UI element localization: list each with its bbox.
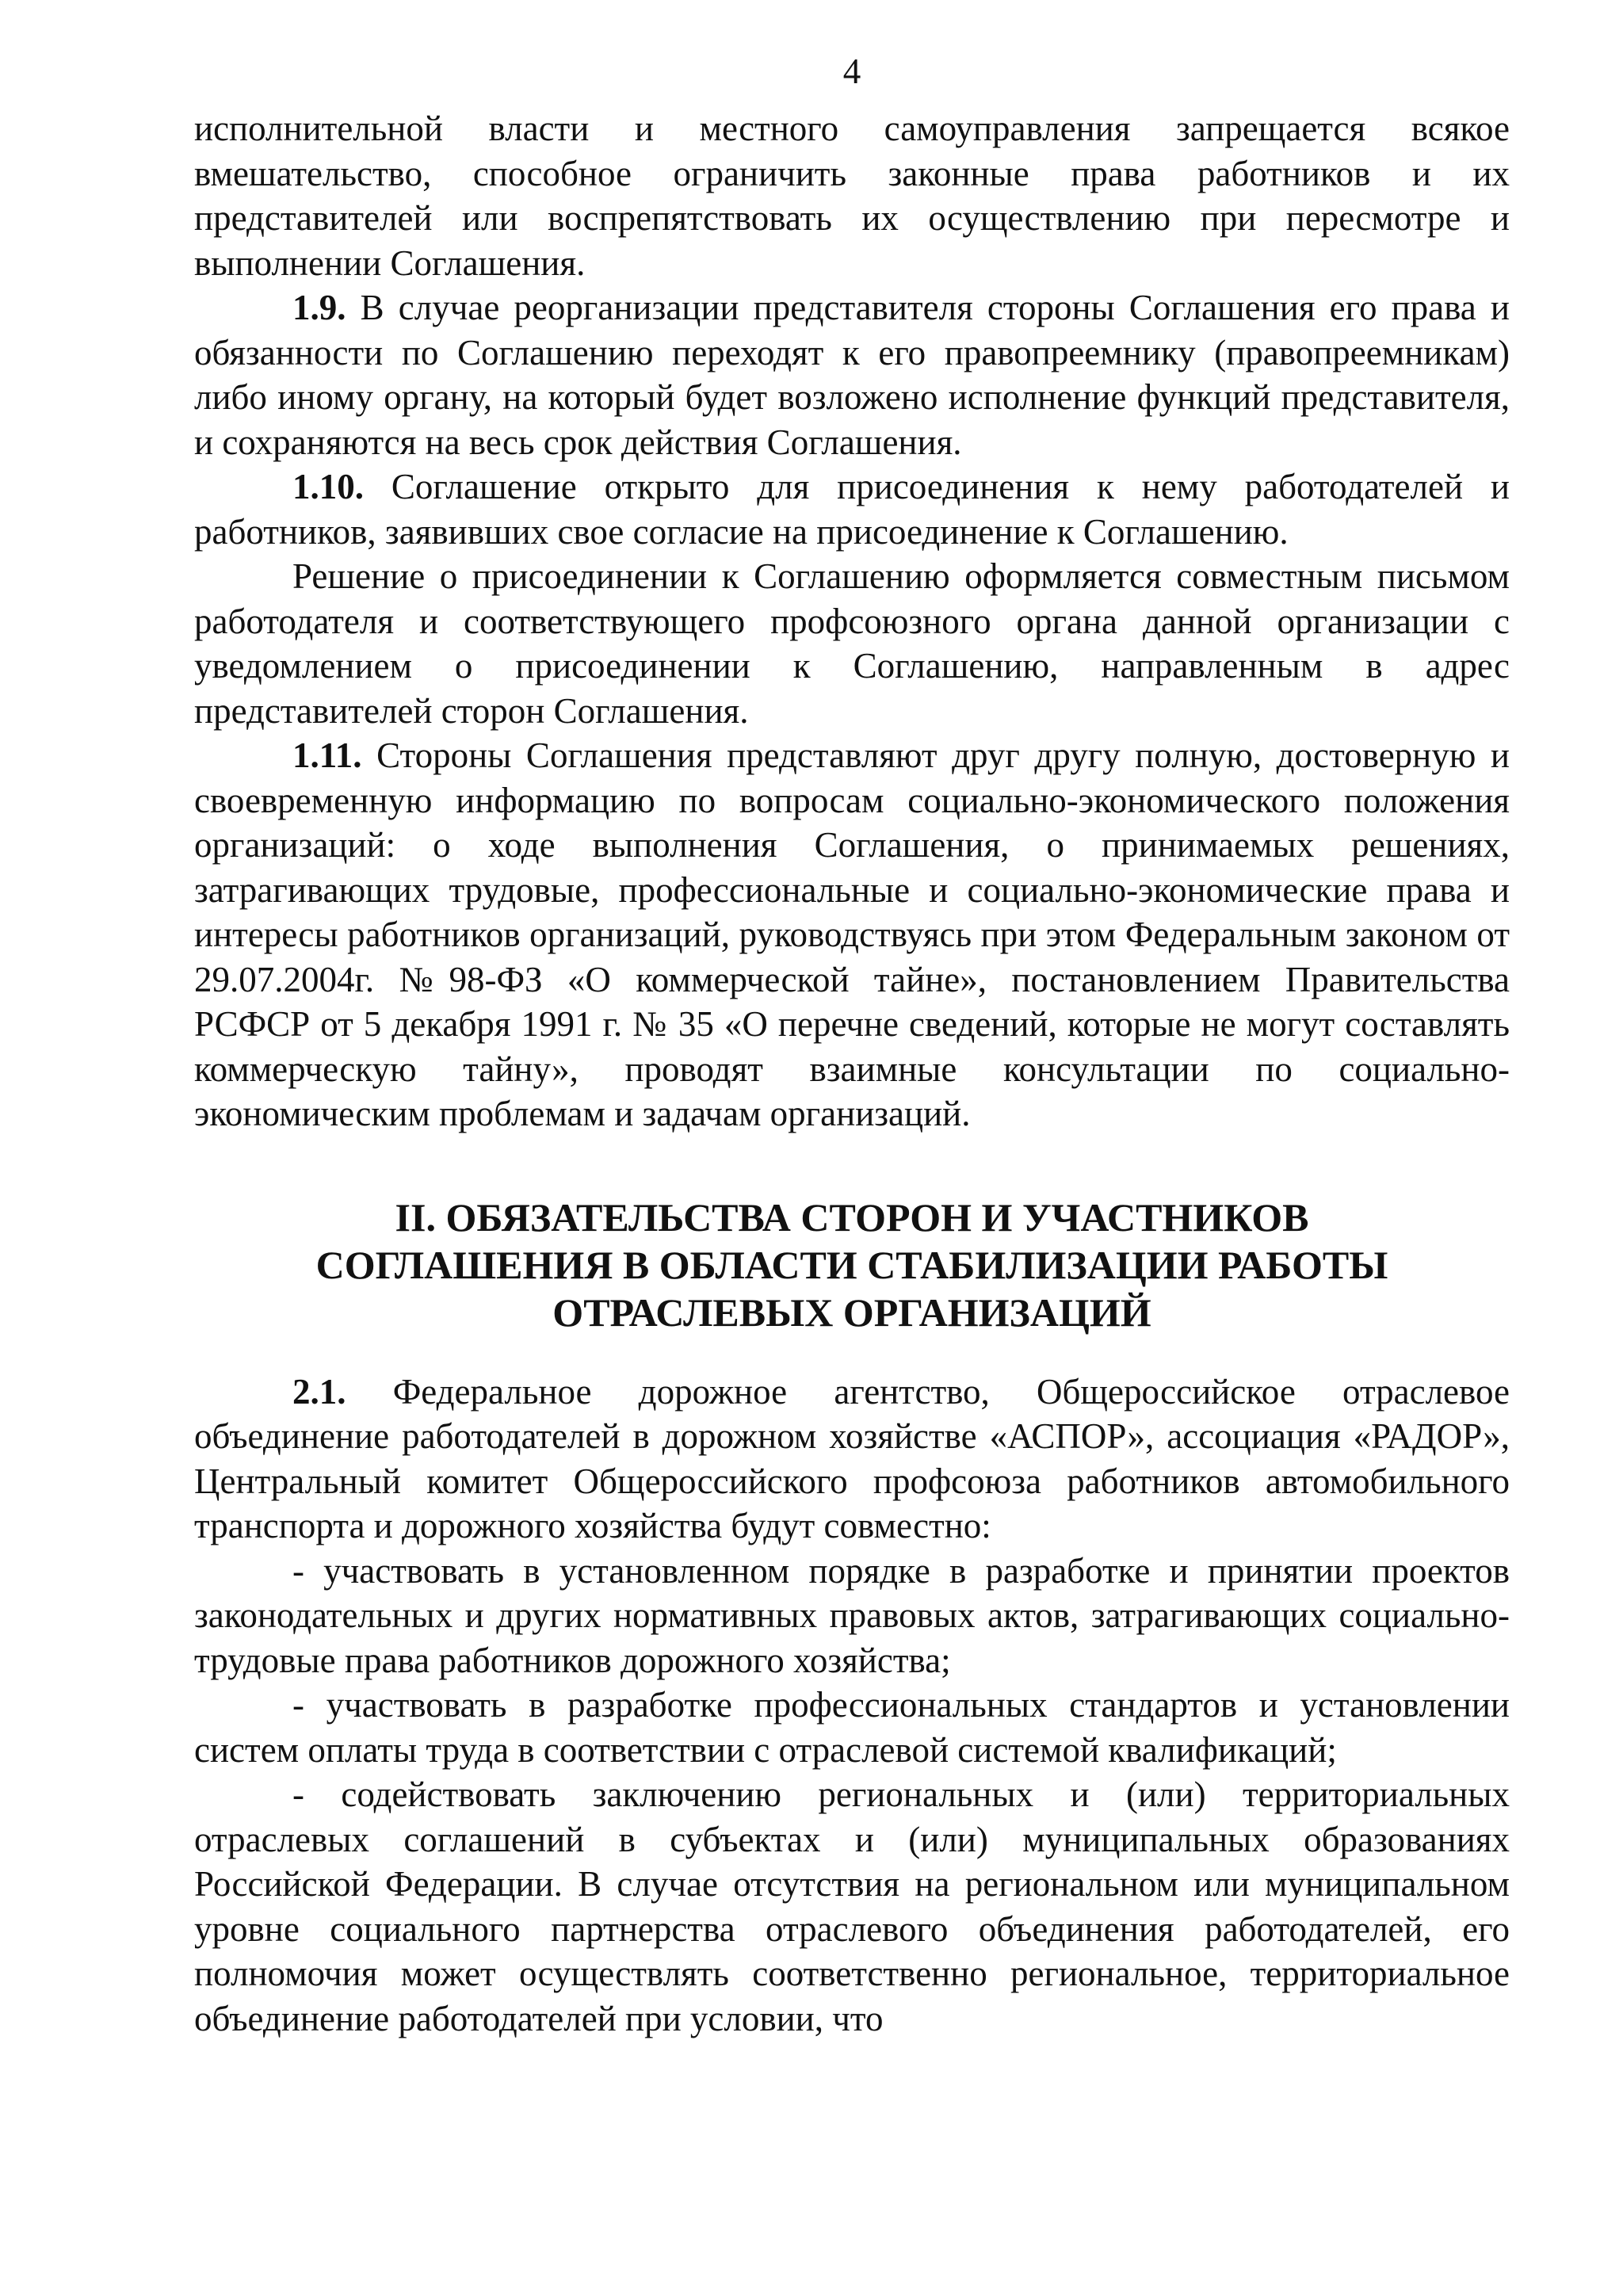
page-number: 4 <box>842 52 861 91</box>
paragraph-2-1 <box>194 1370 1510 1549</box>
section-heading-line: ОТРАСЛЕВЫХ ОРГАНИЗАЦИЙ <box>552 1289 1151 1335</box>
paragraph-1-9 <box>194 285 1510 464</box>
clause-number: 2.1. <box>292 1371 346 1412</box>
list-item <box>194 1549 1510 1683</box>
paragraph-text: - участвовать в разработке профессиональных стандартов и установлении систем оплаты труда в соответствии с отраслевой системой квалификаций; <box>194 1685 1510 1770</box>
paragraph-text: Решение о присоединении к Соглашению оформляется совместным письмом работодателя и соответствующего профсоюзного органа данной организации с уведомлением о присоединении к Соглашению, направленным в адрес представителей сторон Соглашения. <box>194 556 1510 731</box>
clause-number: 1.9. <box>292 288 346 327</box>
document-page <box>194 48 1510 2041</box>
clause-number: 1.11. <box>292 735 362 775</box>
section-heading-line: СОГЛАШЕНИЯ В ОБЛАСТИ СТАБИЛИЗАЦИИ РАБОТЫ <box>315 1242 1388 1287</box>
section-heading-line: II. ОБЯЗАТЕЛЬСТВА СТОРОН И УЧАСТНИКОВ <box>395 1194 1309 1240</box>
paragraph-text: Стороны Соглашения представляют друг другу полную, достоверную и своевременную информацию по вопросам социально-экономического положения организаций: о ходе выполнения Соглашения, о принимаемых решениях, затрагивающих трудовые, профессиональные и социально-экономические права и интересы работников организаций, руководствуясь при этом Федеральным законом от 29.07.2004г. №98-ФЗ «О коммерческой тайне», постановлением Правительства РСФСР от 5 декабря 1991 г. № 35 «О перечне сведений, которые не могут составлять коммерческую тайну», проводят взаимные консультации по социально-экономическим проблемам и задачам организаций. <box>194 735 1510 1133</box>
paragraph-text: Федеральное дорожное агентство, Общероссийское отраслевое объединение работодателей в дорожном хозяйстве «АСПОР», ассоциация «РАДОР», Центральный комитет Общероссийского профсоюза работников автомобильного транспорта и дорожного хозяйства будут совместно: <box>194 1371 1510 1545</box>
clause-number: 1.10. <box>292 467 364 506</box>
paragraph-text: В случае реорганизации представителя стороны Соглашения его права и обязанности по Соглашению переходят к его правопреемнику (правопреемникам) либо иному органу, на который будет возложено исполнение функций представителя, и сохраняются на весь срок действия Соглашения. <box>194 288 1510 462</box>
paragraph-accession-decision <box>194 554 1510 733</box>
paragraph-text: - содействовать заключению региональных и (или) территориальных отраслевых соглашений в субъектах и (или) муниципальных образованиях Российской Федерации. В случае отсутствия на региональном или муниципальном уровне социального партнерства отраслевого объединения работодателей, его полномочия может осуществлять соответственно региональное, территориальное объединение работодателей при условии, что <box>194 1775 1510 2038</box>
section-heading <box>194 1194 1510 1336</box>
paragraph-continuation <box>194 106 1510 285</box>
paragraph-1-10 <box>194 464 1510 554</box>
list-item <box>194 1772 1510 2041</box>
paragraph-text: - участвовать в установленном порядке в разработке и принятии проектов законодательных и других нормативных правовых актов, затрагивающих социально-трудовые права работников дорожного хозяйства; <box>194 1550 1510 1680</box>
paragraph-text: исполнительной власти и местного самоуправления запрещается всякое вмешательство, способное ограничить законные права работников и их представителей или воспрепятствовать их осуществлению при пересмотре и выполнении Соглашения. <box>194 109 1510 283</box>
list-item <box>194 1683 1510 1772</box>
paragraph-text: Соглашение открыто для присоединения к нему работодателей и работников, заявивших свое согласие на присоединение к Соглашению. <box>194 467 1510 552</box>
paragraph-1-11 <box>194 733 1510 1137</box>
